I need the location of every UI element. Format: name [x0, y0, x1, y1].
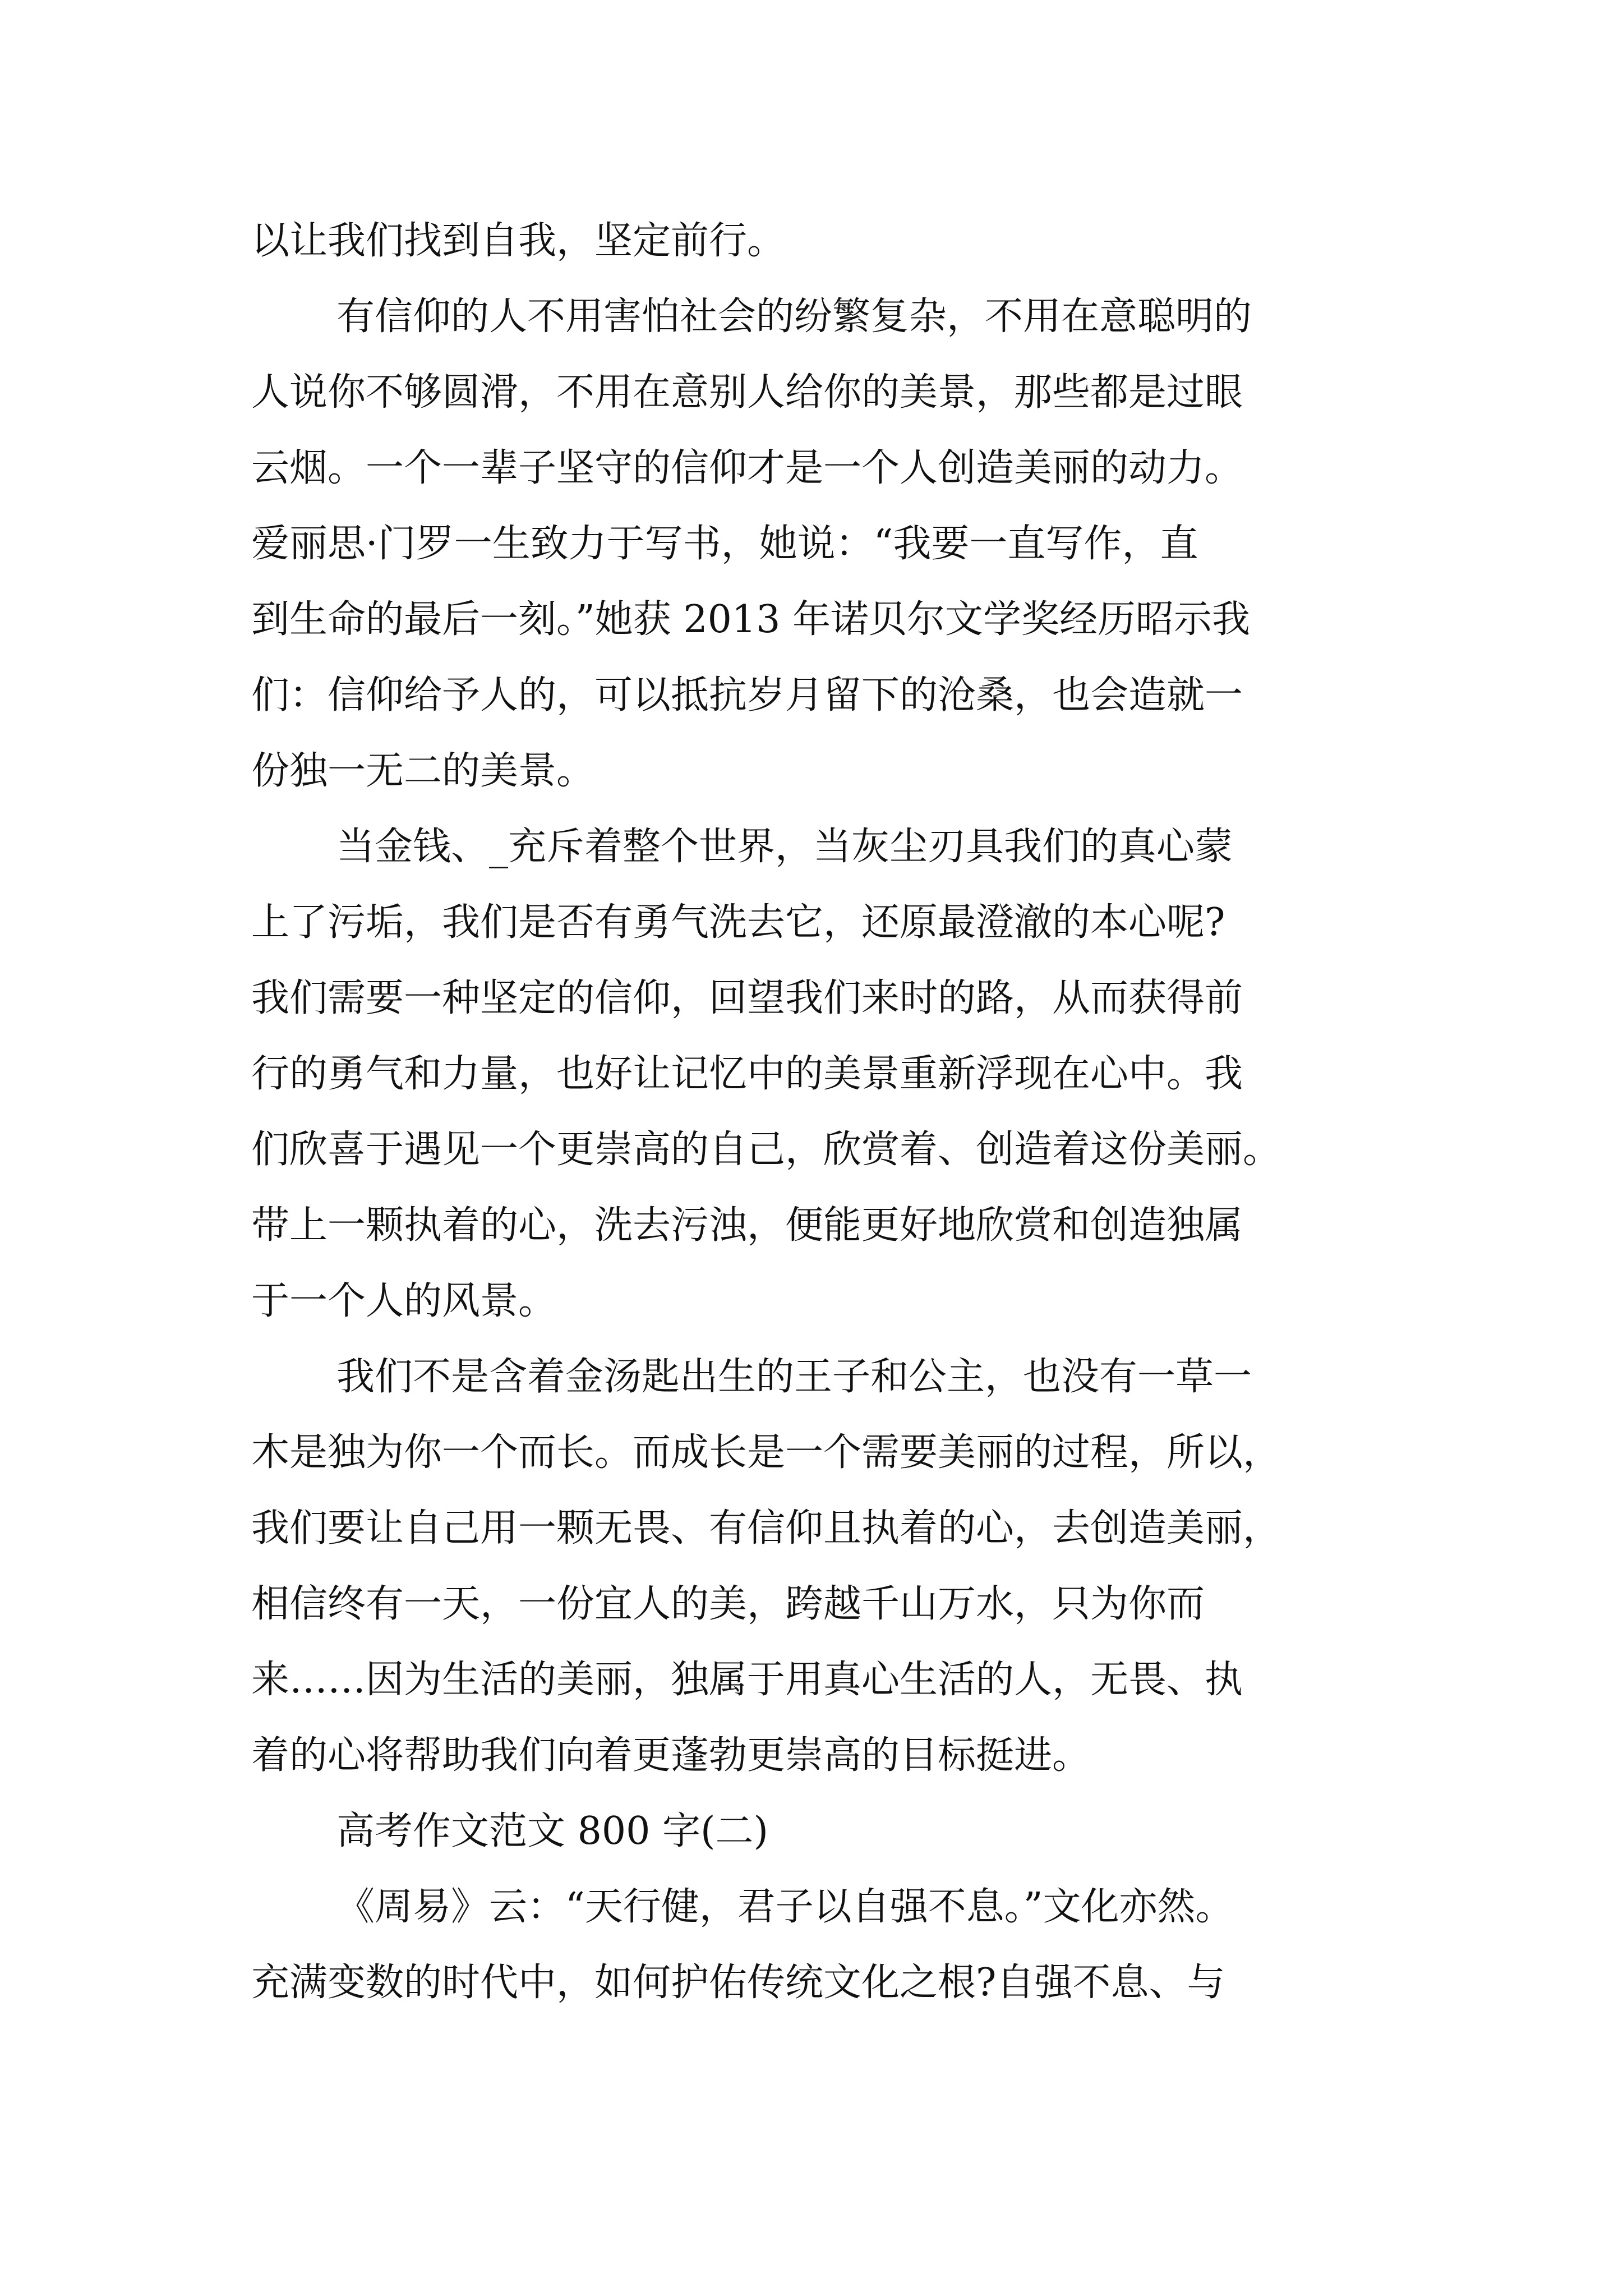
- paragraph-start-line: 《周易》云：“天行健，君子以自强不息。”文化亦然。: [336, 1885, 1234, 1929]
- section-heading: 高考作文范文 800 字(二): [336, 1809, 769, 1853]
- text-line: 我们需要一种坚定的信仰，回望我们来时的路，从而获得前: [251, 976, 1243, 1020]
- text-line: 爱丽思·门罗一生致力于写书，她说：“我要一直写作，直: [251, 522, 1198, 566]
- text-line: 人说你不够圆滑，不用在意别人给你的美景，那些都是过眼: [251, 370, 1243, 415]
- text-line: 上了污垢，我们是否有勇气洗去它，还原最澄澈的本心呢?: [251, 900, 1225, 945]
- text-line: 我们要让自己用一颗无畏、有信仰且执着的心，去创造美丽，: [251, 1506, 1281, 1550]
- text-line: 于一个人的风景。: [251, 1279, 557, 1323]
- paragraph-start-line: 当金钱、_充斥着整个世界，当灰尘刃具我们的真心蒙: [336, 825, 1233, 869]
- text-line: 行的勇气和力量，也好让记忆中的美景重新浮现在心中。我: [251, 1052, 1243, 1096]
- text-line: 份独一无二的美景。: [251, 749, 595, 793]
- text-line: 带上一颗执着的心，洗去污浊，便能更好地欣赏和创造独属: [251, 1203, 1243, 1248]
- text-line: 相信终有一天，一份宜人的美，跨越千山万水，只为你而: [251, 1582, 1205, 1626]
- paragraph-start-line: 我们不是含着金汤匙出生的王子和公主，也没有一草一: [336, 1355, 1252, 1399]
- text-line: 到生命的最后一刻。”她获 2013 年诺贝尔文学奖经历昭示我: [251, 597, 1251, 642]
- paragraph-start-line: 有信仰的人不用害怕社会的纷繁复杂，不用在意聪明的: [336, 295, 1252, 339]
- text-line: 们：信仰给予人的，可以抵抗岁月留下的沧桑，也会造就一: [251, 673, 1243, 717]
- text-line: 着的心将帮助我们向着更蓬勃更崇高的目标挺进。: [251, 1733, 1091, 1778]
- text-line: 云烟。一个一辈子坚守的信仰才是一个人创造美丽的动力。: [251, 446, 1243, 490]
- text-line: 以让我们找到自我，坚定前行。: [251, 219, 786, 263]
- text-line: 来……因为生活的美丽，独属于用真心生活的人，无畏、执: [251, 1658, 1243, 1702]
- text-line: 木是独为你一个而长。而成长是一个需要美丽的过程，所以，: [251, 1430, 1281, 1475]
- text-line: 充满变数的时代中，如何护佑传统文化之根?自强不息、与: [251, 1961, 1225, 2005]
- text-line: 们欣喜于遇见一个更崇高的自己，欣赏着、创造着这份美丽。: [251, 1128, 1281, 1172]
